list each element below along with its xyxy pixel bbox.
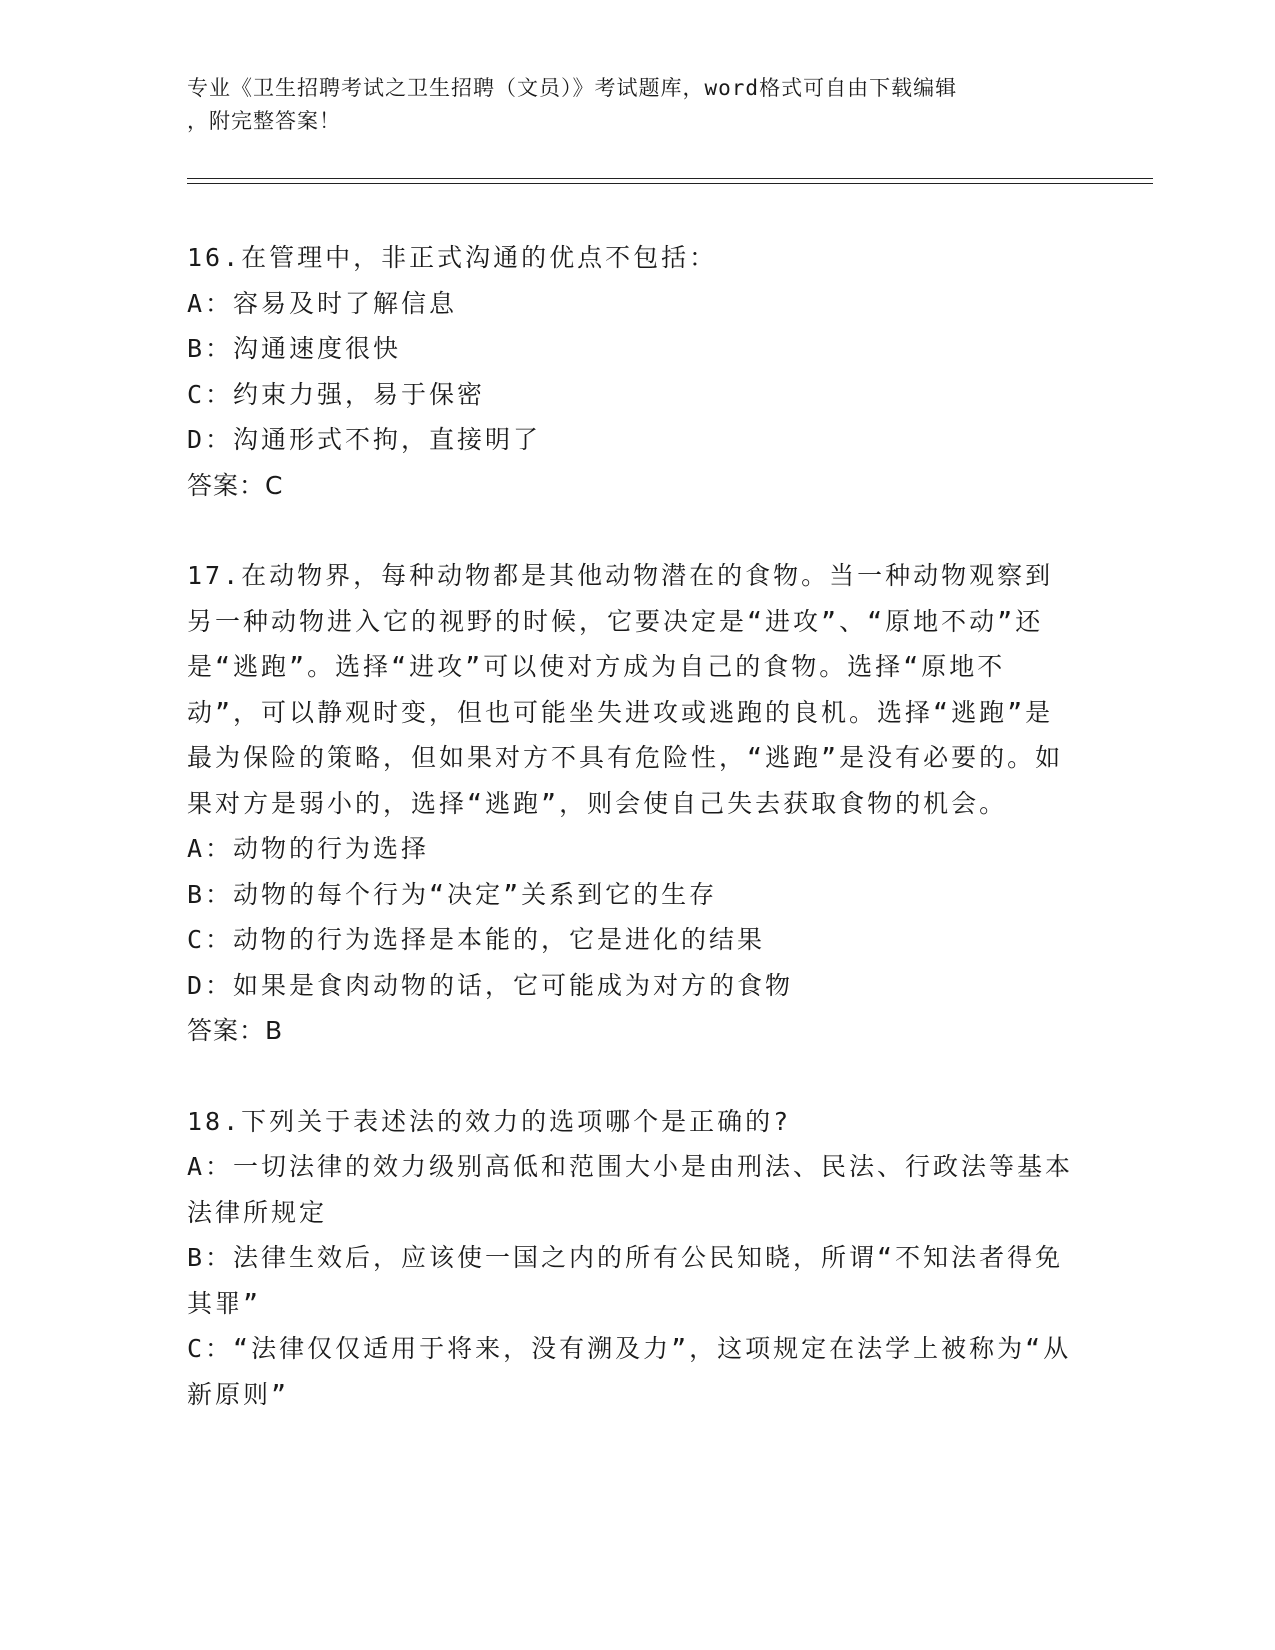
option-d: D：如果是食肉动物的话，它可能成为对方的食物 (187, 970, 794, 1000)
question-list (187, 235, 1077, 1462)
option-d: D：沟通形式不拘，直接明了 (187, 425, 542, 454)
question-stem: 16.在管理中，非正式沟通的优点不包括： (187, 243, 718, 272)
question-17 (187, 553, 1077, 1054)
question-18 (187, 1099, 1077, 1418)
option-a: A：一切法律的效力级别高低和范围大小是由刑法、民法、行政法等基本法律所规定 (187, 1152, 1074, 1227)
option-b: B：动物的每个行为“决定”关系到它的生存 (187, 879, 718, 909)
option-a: A：容易及时了解信息 (187, 288, 458, 318)
option-b: B：法律生效后，应该使一国之内的所有公民知晓，所谓“不知法者得免其罪” (187, 1243, 1064, 1318)
question-stem: 18.下列关于表述法的效力的选项哪个是正确的? (187, 1106, 792, 1136)
option-a: A：动物的行为选择 (187, 834, 430, 863)
header-divider-top (187, 178, 1153, 179)
option-c: C：“法律仅仅适用于将来，没有溯及力”，这项规定在法学上被称为“从新原则” (187, 1334, 1072, 1409)
question-16 (187, 235, 1077, 508)
answer-line: 答案：B (187, 1016, 284, 1045)
option-c: C：动物的行为选择是本能的，它是进化的结果 (187, 925, 766, 954)
document-header: 专业《卫生招聘考试之卫生招聘（文员）》考试题库，word格式可自由下载编辑 ，附完整答案！ (187, 76, 958, 133)
answer-line: 答案：C (187, 470, 284, 500)
option-b: B：沟通速度很快 (187, 334, 402, 363)
question-stem: 17.在动物界，每种动物都是其他动物潜在的食物。当一种动物观察到另一种动物进入它的视野的时候，它要决定是“进攻”、“原地不动”还是“逃跑”。选择“进攻”可以使对方成为自己的食物。选择“原地不动”，可以静观时变，但也可能坐失进攻或逃跑的良机。选择“逃跑”是最为保险的策略，但如果对方不具有危险性，“逃跑”是没有必要的。如果对方是弱小的，选择“逃跑”，则会使自己失去获取食物的机会。 (187, 561, 1064, 818)
header-divider-bottom (187, 183, 1153, 184)
option-c: C：约束力强，易于保密 (187, 379, 486, 409)
